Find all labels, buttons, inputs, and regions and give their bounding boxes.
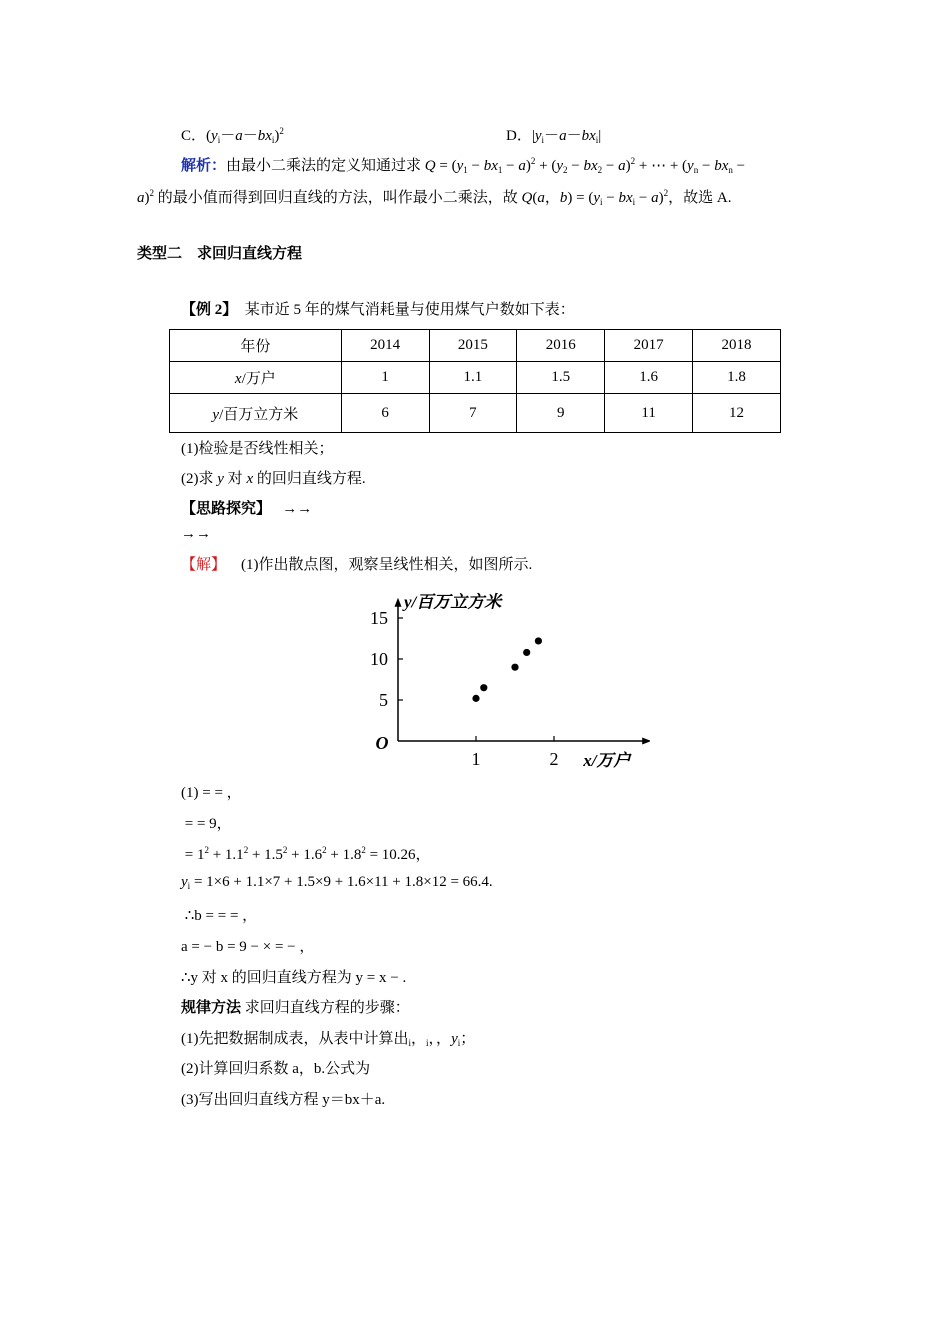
calc-line-3: = $1^2 + 1.1^2 + 1.5^2 + 1.6^2 + 1.8^2 = 10.26$， [184,845,431,863]
table-row [170,362,781,394]
solution-label: 【解】 [181,557,227,573]
table-row [170,330,781,362]
x-axis-label: x/万户 [583,751,631,770]
analysis-label: 解析： [181,158,227,174]
table-cell: 6 [341,394,429,433]
method-step-1: (1)先把数据制成表，从表中计算出$_i$，$_i$，，$y_i$； [181,1031,476,1048]
y-tick-label: 15 [370,608,388,628]
y-axis-arrow [395,598,402,607]
table-cell: 9 [517,394,605,433]
table-row-label: y/百万立方米 [170,394,342,433]
data-table [169,329,781,433]
method-step-2: (2)计算回归系数 a，b.公式为 [181,1061,371,1077]
y-tick-label: 10 [370,649,388,669]
scatter-chart [360,585,650,775]
table-cell: 1 [341,362,429,394]
calc-line-2: = = 9， [184,816,232,832]
thinking-arrows: →→ [181,526,211,542]
table-cell: 7 [429,394,517,433]
thinking-line: 【思路探究】 →→ [181,501,313,517]
data-point [535,637,542,644]
method-label: 规律方法 [181,999,242,1016]
option-d: D．$|y_i-a-bx_i|$ [506,128,602,145]
table-header-cell: 2018 [693,330,781,362]
calc-line-1: (1) = = ， [181,785,242,801]
data-point [511,664,518,671]
calc-line-4: $y_i = 1\times 6 + 1.1\times 7 + 1.5\times 9 + 1.6\times 11 + 1.8\times 12 = 66.4$. [181,874,493,891]
analysis-line-1: 解析：由最小二乘法的定义知通过求 $Q = (y_1 - bx_1 - a)^2 + (y_2 - bx_2 - a)^2$ + ⋯ + ($y_n - bx_n$ − [181,156,746,175]
solution-intro: 【解】 (1)作出散点图，观察呈线性相关，如图所示. [181,557,533,573]
x-tick-label: 2 [549,749,559,769]
example-intro: 【例 2】 某市近 5 年的煤气消耗量与使用煤气户数如下表： [181,302,575,318]
table-cell: 1.5 [517,362,605,394]
question-1: (1)检验是否线性相关； [181,441,334,457]
data-point [480,684,487,691]
calc-line-6: a = − b = 9 − × = − ， [181,939,315,955]
data-point [523,649,530,656]
table-cell: 1.1 [429,362,517,394]
calc-line-7: ∴y 对 x 的回归直线方程为 y = x − . [181,970,407,986]
table-header-cell: 2016 [517,330,605,362]
table-header-cell: 2015 [429,330,517,362]
section-title: 类型二 求回归直线方程 [137,245,303,262]
table-cell: 1.6 [605,362,693,394]
y-tick-label: 5 [379,690,388,710]
table-header-cell: 2017 [605,330,693,362]
table-cell: 1.8 [693,362,781,394]
y-axis-label: y/百万立方米 [404,592,502,612]
method-step-3: (3)写出回归直线方程 y＝bx＋a. [181,1092,386,1108]
table-header-cell: 年份 [170,330,342,362]
table-cell: 12 [693,394,781,433]
example-tag: 【例 2】 [181,302,238,318]
table-header-cell: 2014 [341,330,429,362]
method-title: 规律方法 求回归直线方程的步骤： [181,999,410,1016]
thinking-label: 【思路探究】 [181,501,272,517]
table-row-label: x/万户 [170,362,342,394]
calc-line-5: ∴b = = = ， [184,908,258,924]
origin-label: O [375,733,389,753]
table-cell: 11 [605,394,693,433]
x-tick-label: 1 [471,749,481,769]
x-axis-arrow [642,738,650,745]
analysis-line-2: a)$^2$ 的最小值而得到回归直线的方法，叫作最小二乘法，故 Q(a，$b) = (y_i - bx_i - a)^2$，故选 A. [137,188,732,207]
option-c: C．$(y_i-a-bx_i)^2$ [181,126,284,145]
data-point [472,695,479,702]
question-2: (2)求 y 对 x 的回归直线方程. [181,471,366,487]
table-row [170,394,781,433]
